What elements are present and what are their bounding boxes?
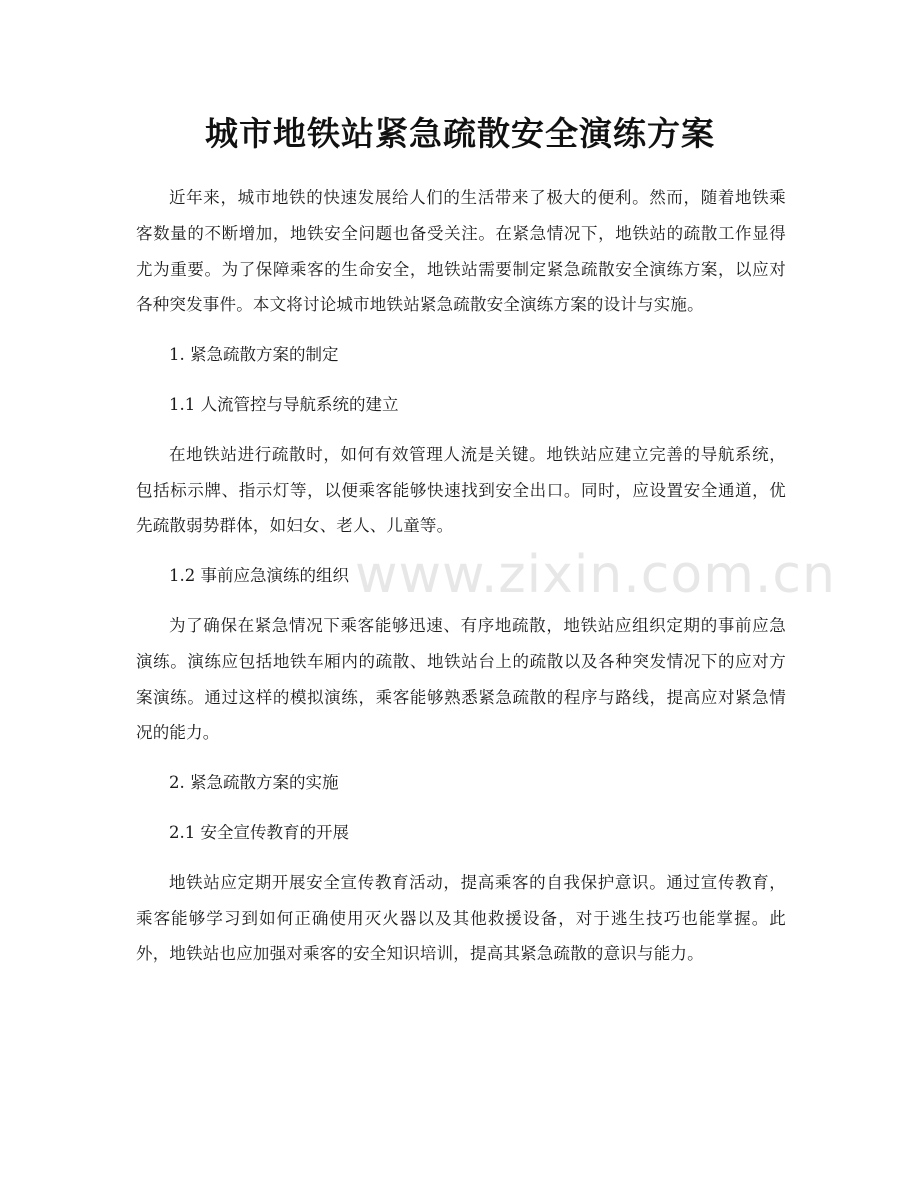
subsection-heading-2-1: 2.1 安全宣传教育的开展 [169, 822, 349, 842]
paragraph-2-1: 地铁站应定期开展安全宣传教育活动，提高乘客的自我保护意识。通过宣传教育，乘客能够学习到如何正确使用灭火器以及其他救援设备，对于逃生技巧也能掌握。此外，地铁站也应加强对乘客的安全知识培训，提高其紧急疏散的意识与能力。 [136, 872, 786, 964]
watermark: www.zixin.com.cn [355, 545, 836, 605]
section-heading-1: 1. 紧急疏散方案的制定 [169, 345, 339, 365]
subsection-heading-1-1: 1.1 人流管控与导航系统的建立 [169, 394, 399, 414]
page-title: 城市地铁站紧急疏散安全演练方案 [205, 114, 715, 153]
paragraph-1-1: 在地铁站进行疏散时，如何有效管理人流是关键。地铁站应建立完善的导航系统，包括标示牌、指示灯等，以便乘客能够快速找到安全出口。同时，应设置安全通道，优先疏散弱势群体，如妇女、老人、儿童等。 [136, 444, 786, 536]
document-body [136, 180, 786, 986]
subsection-heading-1-2: 1.2 事前应急演练的组织 [169, 566, 349, 586]
paragraph-1-2: 为了确保在紧急情况下乘客能够迅速、有序地疏散，地铁站应组织定期的事前应急演练。演练应包括地铁车厢内的疏散、地铁站台上的疏散以及各种突发情况下的应对方案演练。通过这样的模拟演练，乘客能够熟悉紧急疏散的程序与路线，提高应对紧急情况的能力。 [136, 615, 786, 743]
intro-paragraph: 近年来，城市地铁的快速发展给人们的生活带来了极大的便利。然而，随着地铁乘客数量的不断增加，地铁安全问题也备受关注。在紧急情况下，地铁站的疏散工作显得尤为重要。为了保障乘客的生命安全，地铁站需要制定紧急疏散安全演练方案，以应对各种突发事件。本文将讨论城市地铁站紧急疏散安全演练方案的设计与实施。 [136, 188, 786, 315]
section-heading-2: 2. 紧急疏散方案的实施 [169, 773, 339, 793]
